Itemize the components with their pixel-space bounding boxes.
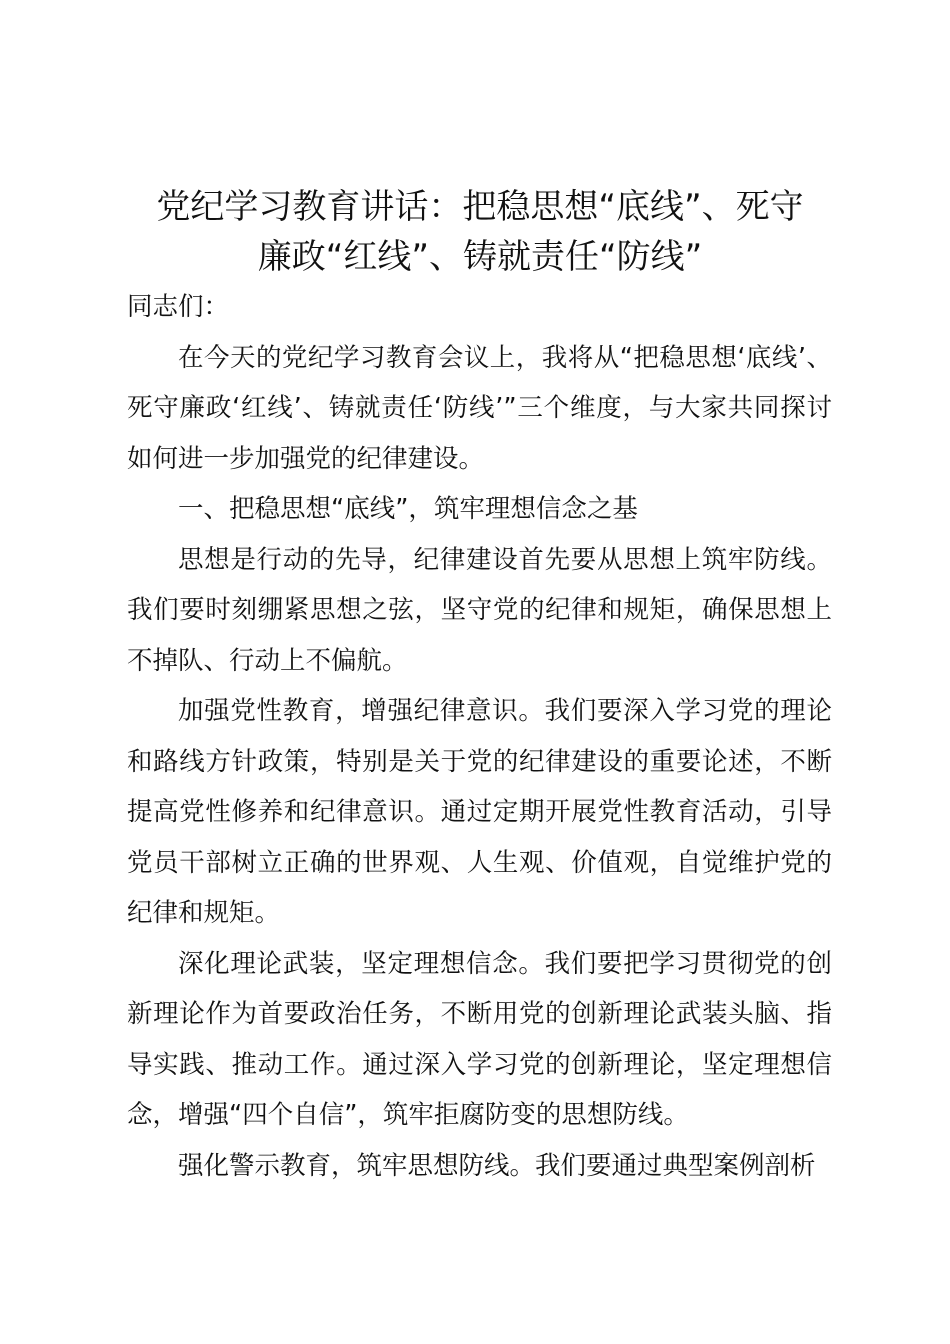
paragraph: 深化理论武装，坚定理想信念。我们要把学习贯彻党的创新理论作为首要政治任务，不断用党的创新理论武装头脑、指导实践、推动工作。通过深入学习党的创新理论，坚定理想信念，增强“四个自信”，筑牢拒腐防变的思想防线。 — [127, 948, 832, 1130]
salutation: 同志们： — [127, 292, 230, 322]
document-title — [110, 182, 850, 282]
paragraph: 加强党性教育，增强纪律意识。我们要深入学习党的理论和路线方针政策，特别是关于党的纪律建设的重要论述，不断提高党性修养和纪律意识。通过定期开展党性教育活动，引导党员干部树立正确的世界观、人生观、价值观，自觉维护党的纪律和规矩。 — [127, 696, 832, 928]
section-heading-1: 一、把稳思想“底线”，筑牢理想信念之基 — [178, 494, 638, 524]
paragraph: 强化警示教育，筑牢思想防线。我们要通过典型案例剖析 — [178, 1150, 816, 1181]
paragraph: 思想是行动的先导，纪律建设首先要从思想上筑牢防线。我们要时刻绷紧思想之弦，坚守党的纪律和规矩，确保思想上不掉队、行动上不偏航。 — [127, 544, 832, 676]
title-line-2: 廉政“红线”、铸就责任“防线” — [257, 237, 703, 277]
title-line-1: 党纪学习教育讲话：把稳思想“底线”、死守 — [156, 187, 804, 227]
paragraph-intro: 在今天的党纪学习教育会议上，我将从“把稳思想‘底线’、死守廉政‘红线’、铸就责任‘防线’”三个维度，与大家共同探讨如何进一步加强党的纪律建设。 — [127, 342, 832, 474]
document-body — [127, 282, 832, 1191]
